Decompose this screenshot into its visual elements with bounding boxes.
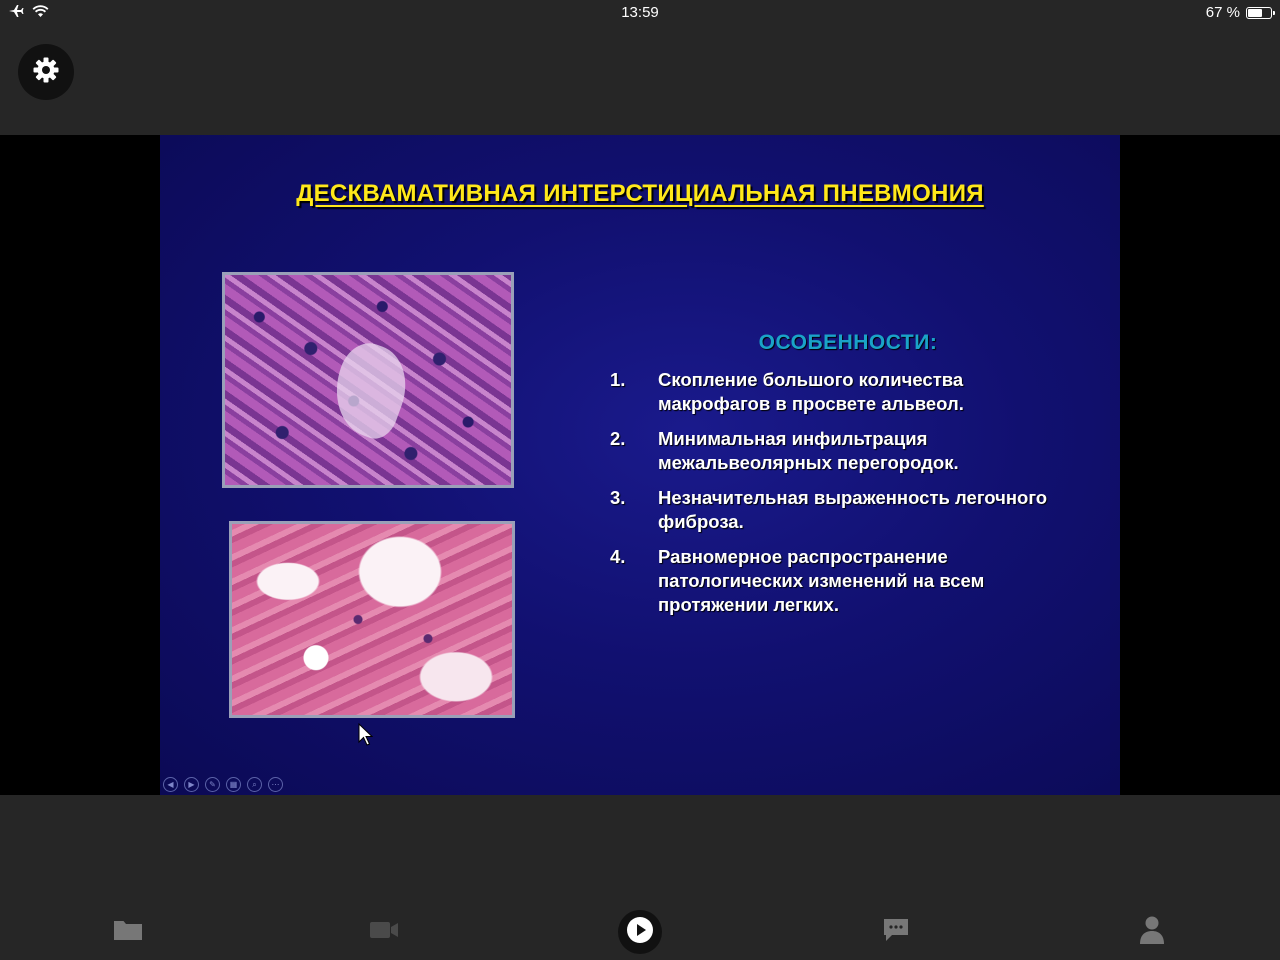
tab-files[interactable] bbox=[108, 912, 148, 952]
mouse-pointer-icon bbox=[358, 723, 374, 752]
folder-icon bbox=[113, 918, 143, 947]
next-icon[interactable]: ▶ bbox=[184, 777, 199, 792]
gear-icon bbox=[32, 56, 60, 89]
tab-play[interactable] bbox=[616, 908, 664, 956]
histology-image-2 bbox=[229, 521, 515, 718]
prev-icon[interactable]: ◀ bbox=[163, 777, 178, 792]
battery-icon bbox=[1246, 7, 1272, 19]
play-icon bbox=[626, 916, 654, 949]
more-icon[interactable]: ⋯ bbox=[268, 777, 283, 792]
chat-icon bbox=[882, 917, 910, 948]
zoom-icon[interactable]: ⌕ bbox=[247, 777, 262, 792]
status-bar bbox=[0, 0, 1280, 26]
play-button[interactable] bbox=[618, 910, 662, 954]
presentation-slide[interactable] bbox=[160, 135, 1120, 795]
slide-controls bbox=[163, 777, 283, 792]
pen-icon[interactable]: ✎ bbox=[205, 777, 220, 792]
clock: 13:59 bbox=[621, 4, 659, 21]
list-item: 4. Равномерное распространение патологических изменений на всем протяжении легких. bbox=[610, 546, 985, 615]
tab-bar bbox=[0, 900, 1280, 960]
tab-video[interactable] bbox=[364, 912, 404, 952]
list-item: 2. Минимальная инфильтрация межальвеолярных перегородок. bbox=[610, 428, 959, 473]
features-heading: ОСОБЕННОСТИ: bbox=[758, 331, 938, 354]
features-list bbox=[608, 368, 1068, 628]
video-icon bbox=[369, 919, 399, 946]
list-item: 3. Незначительная выраженность легочного фиброза. bbox=[610, 487, 1048, 532]
tab-chat[interactable] bbox=[876, 912, 916, 952]
slides-icon[interactable]: ▦ bbox=[226, 777, 241, 792]
battery-fill bbox=[1248, 9, 1262, 17]
slide-viewport bbox=[0, 135, 1280, 795]
battery-percent: 67 % bbox=[1205, 4, 1240, 21]
slide-title: ДЕСКВАМАТИВНАЯ ИНТЕРСТИЦИАЛЬНАЯ ПНЕВМОНИЯ bbox=[296, 180, 984, 207]
list-item: 1. Скопление большого количества макрофагов в просвете альвеол. bbox=[610, 369, 964, 414]
tab-profile[interactable] bbox=[1132, 912, 1172, 952]
person-icon bbox=[1138, 915, 1166, 950]
settings-button[interactable] bbox=[18, 44, 74, 100]
histology-image-1 bbox=[222, 272, 514, 488]
